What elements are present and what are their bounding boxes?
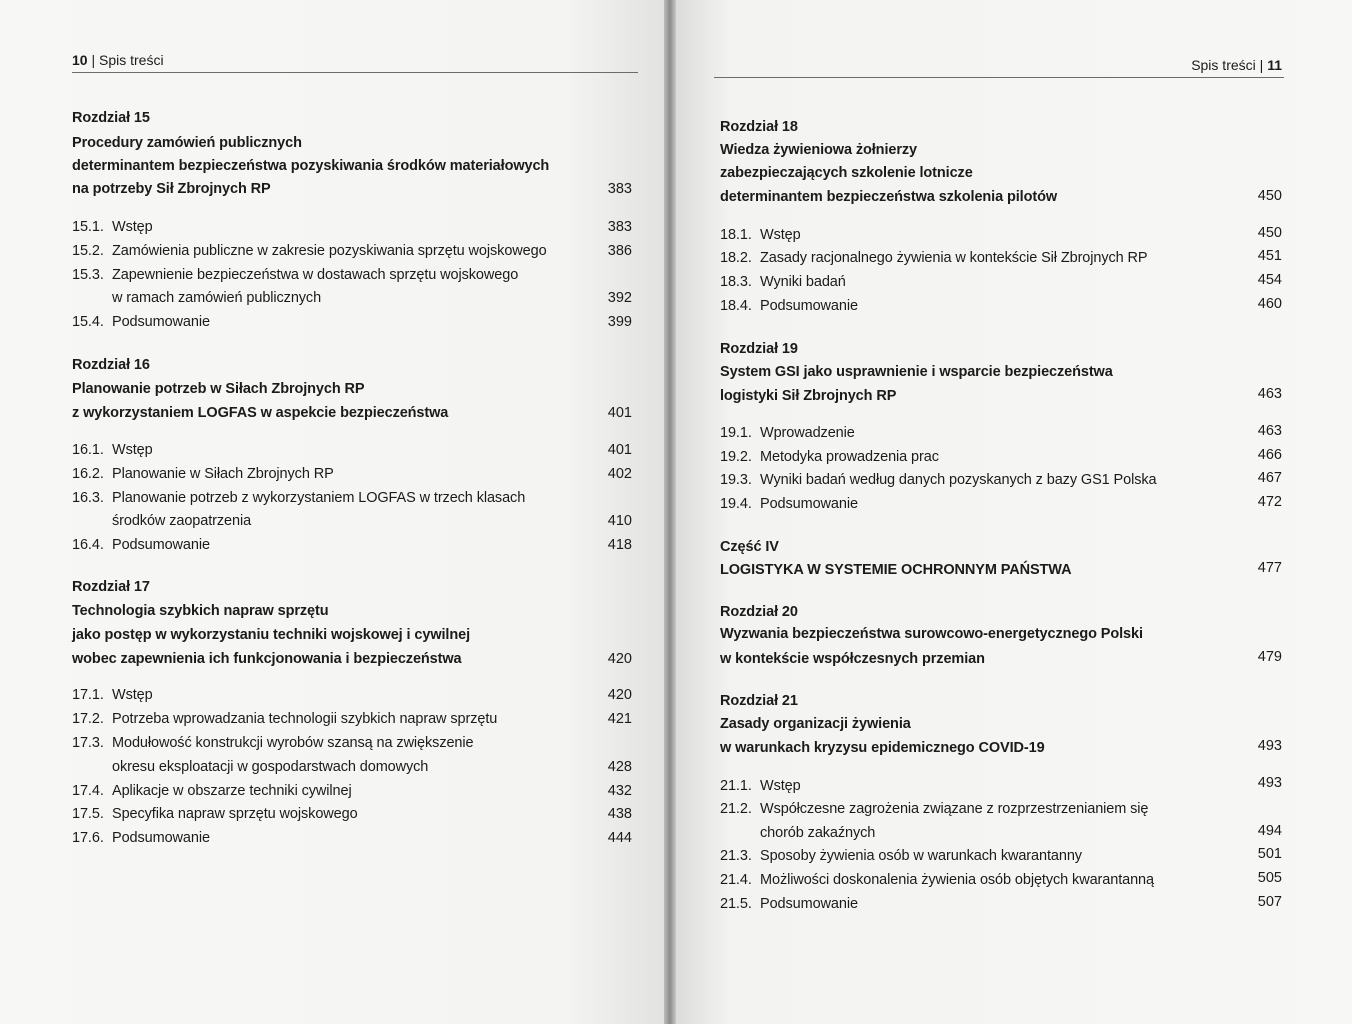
- right-page: [676, 0, 1352, 1024]
- header-rule: [72, 72, 638, 73]
- toc-entry: 19.2. Metodyka prowadzenia prac: [720, 449, 939, 465]
- page-number: 444: [607, 830, 632, 846]
- page-number: 463: [1257, 386, 1282, 402]
- toc-entry: 21.5. Podsumowanie: [720, 896, 858, 912]
- chapter-title: na potrzeby Sił Zbrojnych RP: [72, 181, 271, 197]
- toc-entry: 16.1. Wstęp: [72, 442, 153, 458]
- chapter-title: Wiedza żywieniowa żołnierzy: [720, 142, 917, 158]
- chapter-title: logistyki Sił Zbrojnych RP: [720, 388, 897, 404]
- page-number: 450: [1257, 225, 1282, 241]
- page-number: 392: [607, 290, 632, 306]
- chapter-title: Technologia szybkich napraw sprzętu: [72, 603, 329, 619]
- page-number: 467: [1257, 470, 1282, 486]
- toc-entry: 19.1. Wprowadzenie: [720, 425, 855, 441]
- page-number: 450: [1257, 188, 1282, 204]
- toc-entry: 19.4. Podsumowanie: [720, 496, 858, 512]
- toc-entry: 16.4. Podsumowanie: [72, 537, 210, 553]
- page-number: 493: [1257, 775, 1282, 791]
- page-number: 477: [1257, 560, 1282, 576]
- toc-entry: 17.1. Wstęp: [72, 687, 153, 703]
- page-number: 420: [607, 651, 632, 667]
- chapter-title: wobec zapewnienia ich funkcjonowania i bezpieczeństwa: [72, 651, 462, 667]
- toc-entry: 17.4. Aplikacje w obszarze techniki cywilnej: [72, 783, 352, 799]
- chapter-label: Rozdział 21: [720, 693, 798, 709]
- page-number: 507: [1257, 894, 1282, 910]
- page-number: 383: [607, 219, 632, 235]
- toc-entry-continuation: środków zaopatrzenia: [112, 513, 252, 529]
- page-number: 432: [607, 783, 632, 799]
- toc-entry: 21.4. Możliwości doskonalenia żywienia osób objętych kwarantanną: [720, 872, 1154, 888]
- page-number: 401: [607, 405, 632, 421]
- chapter-label: Rozdział 20: [720, 604, 798, 620]
- chapter-title: jako postęp w wykorzystaniu techniki wojskowej i cywilnej: [72, 627, 470, 643]
- toc-entry: 15.1. Wstęp: [72, 219, 153, 235]
- chapter-label: Rozdział 19: [720, 341, 798, 357]
- chapter-label: Rozdział 18: [720, 119, 798, 135]
- page-number: 501: [1257, 846, 1282, 862]
- chapter-label: Rozdział 15: [72, 110, 150, 126]
- chapter-label: Rozdział 16: [72, 357, 150, 373]
- right-page-header: Spis treści | 11: [1191, 57, 1282, 73]
- chapter-title: System GSI jako usprawnienie i wsparcie bezpieczeństwa: [720, 364, 1113, 380]
- chapter-title: determinantem bezpieczeństwa szkolenia pilotów: [720, 189, 1058, 205]
- toc-entry: 19.3. Wyniki badań według danych pozyskanych z bazy GS1 Polska: [720, 472, 1157, 488]
- page-number: 472: [1257, 494, 1282, 510]
- header-rule: [714, 77, 1284, 78]
- toc-entry: 21.3. Sposoby żywienia osób w warunkach kwarantanny: [720, 848, 1082, 864]
- page-number: 418: [607, 537, 632, 553]
- toc-entry: 21.1. Wstęp: [720, 778, 801, 794]
- toc-entry: 15.3. Zapewnienie bezpieczeństwa w dostawach sprzętu wojskowego: [72, 267, 519, 283]
- toc-entry: 17.2. Potrzeba wprowadzania technologii szybkich napraw sprzętu: [72, 711, 498, 727]
- page-number: 420: [607, 687, 632, 703]
- page-number: 399: [607, 314, 632, 330]
- page-number: 466: [1257, 447, 1282, 463]
- toc-entry: 17.6. Podsumowanie: [72, 830, 210, 846]
- toc-entry: 21.2. Współczesne zagrożenia związane z rozprzestrzenianiem się: [720, 801, 1149, 817]
- chapter-label: Rozdział 17: [72, 579, 150, 595]
- page-number: 428: [607, 759, 632, 775]
- toc-entry-continuation: w ramach zamówień publicznych: [112, 290, 322, 306]
- page-number: 421: [607, 711, 632, 727]
- toc-entry: 18.2. Zasady racjonalnego żywienia w kontekście Sił Zbrojnych RP: [720, 250, 1148, 266]
- page-number: 505: [1257, 870, 1282, 886]
- toc-entry: 17.3. Modułowość konstrukcji wyrobów szansą na zwiększenie: [72, 735, 474, 751]
- chapter-title: Procedury zamówień publicznych: [72, 135, 302, 151]
- toc-entry: 18.3. Wyniki badań: [720, 274, 846, 290]
- chapter-title: z wykorzystaniem LOGFAS w aspekcie bezpieczeństwa: [72, 405, 449, 421]
- left-page: [0, 0, 664, 1024]
- toc-entry: 17.5. Specyfika napraw sprzętu wojskowego: [72, 806, 358, 822]
- toc-entry: 16.2. Planowanie w Siłach Zbrojnych RP: [72, 466, 334, 482]
- toc-entry: 16.3. Planowanie potrzeb z wykorzystaniem LOGFAS w trzech klasach: [72, 490, 526, 506]
- page-number: 402: [607, 466, 632, 482]
- chapter-title: w warunkach kryzysu epidemicznego COVID-19: [720, 740, 1045, 756]
- page-number: 454: [1257, 272, 1282, 288]
- page-number: 386: [607, 243, 632, 259]
- chapter-title: determinantem bezpieczeństwa pozyskiwania środków materiałowych: [72, 158, 550, 174]
- toc-entry-continuation: okresu eksploatacji w gospodarstwach domowych: [112, 759, 429, 775]
- page-number: 494: [1257, 823, 1282, 839]
- page-number: 463: [1257, 423, 1282, 439]
- book-gutter: [664, 0, 676, 1024]
- page-number: 410: [607, 513, 632, 529]
- part-title: LOGISTYKA W SYSTEMIE OCHRONNYM PAŃSTWA: [720, 562, 1072, 578]
- chapter-title: zabezpieczających szkolenie lotnicze: [720, 165, 973, 181]
- left-page-header: 10 | Spis treści: [72, 52, 164, 68]
- toc-entry-continuation: chorób zakaźnych: [760, 825, 876, 841]
- page-number: 451: [1257, 248, 1282, 264]
- chapter-title: Zasady organizacji żywienia: [720, 716, 911, 732]
- toc-entry: 18.4. Podsumowanie: [720, 298, 858, 314]
- toc-entry: 15.4. Podsumowanie: [72, 314, 210, 330]
- chapter-title: w kontekście współczesnych przemian: [720, 651, 985, 667]
- toc-entry: 15.2. Zamówienia publiczne w zakresie pozyskiwania sprzętu wojskowego: [72, 243, 547, 259]
- page-number: 401: [607, 442, 632, 458]
- page-number: 383: [607, 181, 632, 197]
- chapter-title: Planowanie potrzeb w Siłach Zbrojnych RP: [72, 381, 365, 397]
- page-number: 493: [1257, 738, 1282, 754]
- page-number: 438: [607, 806, 632, 822]
- part-label: Część IV: [720, 539, 779, 555]
- toc-entry: 18.1. Wstęp: [720, 227, 801, 243]
- page-number: 460: [1257, 296, 1282, 312]
- page-number: 479: [1257, 649, 1282, 665]
- chapter-title: Wyzwania bezpieczeństwa surowcowo-energetycznego Polski: [720, 626, 1143, 642]
